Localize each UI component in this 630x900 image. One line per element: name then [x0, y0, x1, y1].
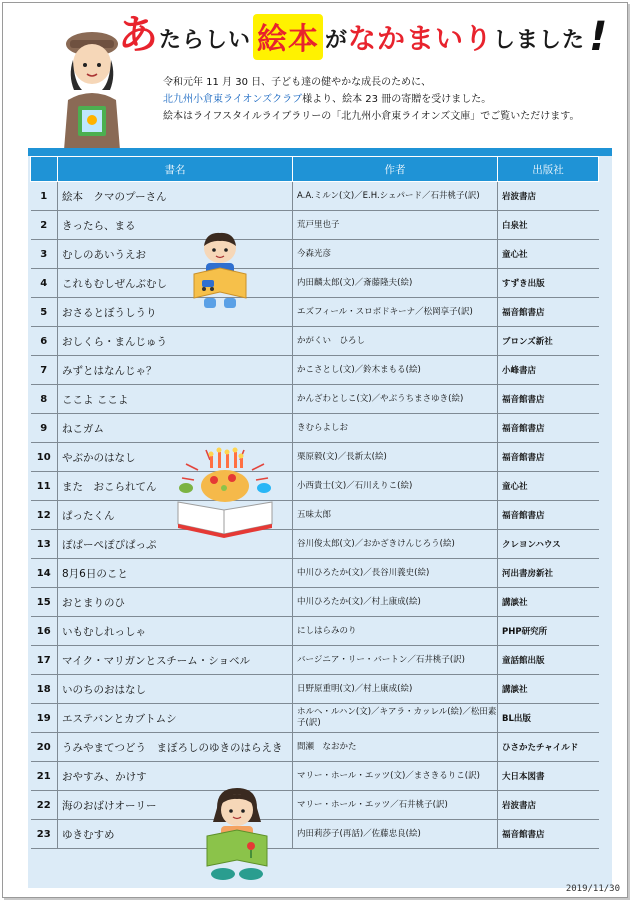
row-number: 18 — [31, 675, 58, 704]
row-number: 13 — [31, 530, 58, 559]
book-title: マイク・マリガンとスチーム・ショベル — [58, 646, 293, 675]
book-title: うみやまてつどう まぼろしのゆきのはらえき — [58, 733, 293, 762]
row-number: 2 — [31, 211, 58, 240]
book-publisher: ブロンズ新社 — [498, 327, 599, 356]
table-row — [31, 762, 599, 791]
book-author: きむらよしお — [293, 414, 498, 443]
table-row — [31, 588, 599, 617]
book-publisher: クレヨンハウス — [498, 530, 599, 559]
book-publisher: 岩波書店 — [498, 182, 599, 211]
book-publisher: 福音館書店 — [498, 385, 599, 414]
book-author: 内田莉莎子(再話)／佐藤忠良(絵) — [293, 820, 498, 849]
book-author: かんざわとしこ(文)／やぶうちまさゆき(絵) — [293, 385, 498, 414]
row-number: 21 — [31, 762, 58, 791]
book-author: マリー・ホール・エッツ／石井桃子(訳) — [293, 791, 498, 820]
table-row — [31, 530, 599, 559]
book-title: これもむしぜんぶむし — [58, 269, 293, 298]
book-title: ゆきむすめ — [58, 820, 293, 849]
book-author: 今森光彦 — [293, 240, 498, 269]
title-part: しました — [493, 28, 586, 53]
book-title: 絵本 クマのプーさん — [58, 182, 293, 211]
book-title: おさるとぼうしうり — [58, 298, 293, 327]
table-row — [31, 298, 599, 327]
book-title: いのちのおはなし — [58, 675, 293, 704]
book-author: 中川ひろたか(文)／長谷川義史(絵) — [293, 559, 498, 588]
table-row — [31, 791, 599, 820]
intro-line: 絵本はライフスタイルライブラリーの「北九州小倉東ライオンズ文庫」でご覧いただけます。 — [163, 111, 580, 122]
table-row — [31, 501, 599, 530]
table-row — [31, 704, 599, 733]
book-author: バージニア・リー・バートン／石井桃子(訳) — [293, 646, 498, 675]
cake-book-illustration — [176, 446, 274, 538]
title-part: あ — [118, 12, 159, 58]
book-title: おとまりのひ — [58, 588, 293, 617]
book-author: かがくい ひろし — [293, 327, 498, 356]
librarian-illustration — [52, 20, 134, 150]
title-part: なかまいり — [348, 22, 494, 55]
table-row — [31, 646, 599, 675]
book-publisher: 福音館書店 — [498, 501, 599, 530]
row-number: 14 — [31, 559, 58, 588]
book-publisher: 童心社 — [498, 472, 599, 501]
book-title: やぶかのはなし — [58, 443, 293, 472]
table-row — [31, 385, 599, 414]
book-title: おやすみ、かけす — [58, 762, 293, 791]
book-publisher: 福音館書店 — [498, 298, 599, 327]
row-number: 20 — [31, 733, 58, 762]
book-publisher: 講談社 — [498, 675, 599, 704]
book-publisher: BL出版 — [498, 704, 599, 733]
book-title: むしのあいうえお — [58, 240, 293, 269]
book-publisher: PHP研究所 — [498, 617, 599, 646]
club-name: 北九州小倉東ライオンズクラブ — [163, 94, 303, 105]
book-publisher: 福音館書店 — [498, 820, 599, 849]
book-author: 間瀬 なおかた — [293, 733, 498, 762]
book-title: また おこられてん — [58, 472, 293, 501]
intro-line — [163, 91, 580, 108]
table-header-row — [31, 157, 599, 182]
book-author: 中川ひろたか(文)／村上康成(絵) — [293, 588, 498, 617]
book-title: きったら、まる — [58, 211, 293, 240]
book-title: ぱったくん — [58, 501, 293, 530]
row-number: 3 — [31, 240, 58, 269]
intro-line: 令和元年 11 月 30 日、子ども達の健やかな成長のために、 — [163, 77, 432, 88]
book-publisher: 童心社 — [498, 240, 599, 269]
book-author: マリー・ホール・エッツ(文)／まさきるりこ(訳) — [293, 762, 498, 791]
row-number: 17 — [31, 646, 58, 675]
title-part: たらしい — [159, 28, 252, 53]
column-header-publisher: 出版社 — [498, 157, 599, 182]
book-publisher: 小峰書店 — [498, 356, 599, 385]
book-author: 日野原重明(文)／村上康成(絵) — [293, 675, 498, 704]
intro-text — [163, 74, 580, 125]
book-author: 荒戸里也子 — [293, 211, 498, 240]
table-row — [31, 559, 599, 588]
book-author: にしはらみのり — [293, 617, 498, 646]
title-part: が — [325, 28, 349, 53]
table-row — [31, 733, 599, 762]
row-number: 16 — [31, 617, 58, 646]
row-number: 23 — [31, 820, 58, 849]
book-author: エズフィール・スロボドキーナ／松岡享子(訳) — [293, 298, 498, 327]
girl-reading-illustration — [203, 786, 271, 882]
row-number: 12 — [31, 501, 58, 530]
table-row — [31, 472, 599, 501]
panel-topbar — [28, 148, 612, 156]
page-title — [118, 10, 608, 60]
row-number: 7 — [31, 356, 58, 385]
book-author: 小西貴士(文)／石川えりこ(絵) — [293, 472, 498, 501]
table-row — [31, 356, 599, 385]
row-number: 22 — [31, 791, 58, 820]
row-number: 1 — [31, 182, 58, 211]
table-row — [31, 327, 599, 356]
row-number: 19 — [31, 704, 58, 733]
book-publisher: 講談社 — [498, 588, 599, 617]
book-author: ホルヘ・ルハン(文)／キアラ・カッレル(絵)／松田素子(訳) — [293, 704, 498, 733]
book-publisher: 大日本図書 — [498, 762, 599, 791]
book-publisher: 岩波書店 — [498, 791, 599, 820]
book-publisher: 白泉社 — [498, 211, 599, 240]
book-author: 谷川俊太郎(文)／おかざきけんじろう(絵) — [293, 530, 498, 559]
book-author: A.A.ミルン(文)／E.H.シェパード／石井桃子(訳) — [293, 182, 498, 211]
table-row — [31, 182, 599, 211]
book-author: 内田麟太郎(文)／斎藤隆夫(絵) — [293, 269, 498, 298]
row-number: 10 — [31, 443, 58, 472]
book-title: みずとはなんじゃ？ — [58, 356, 293, 385]
book-title: ぽぱーぺぽぴぱっぷ — [58, 530, 293, 559]
book-title: 8月6日のこと — [58, 559, 293, 588]
table-row — [31, 240, 599, 269]
title-highlight: 絵本 — [253, 14, 323, 60]
column-header-title: 書名 — [58, 157, 293, 182]
book-publisher: すずき出版 — [498, 269, 599, 298]
row-number: 11 — [31, 472, 58, 501]
table-row — [31, 211, 599, 240]
book-author: かこさとし(文)／鈴木まもる(絵) — [293, 356, 498, 385]
book-publisher: 福音館書店 — [498, 414, 599, 443]
row-number: 4 — [31, 269, 58, 298]
column-header-author: 作者 — [293, 157, 498, 182]
book-title: エステバンとカブトムシ — [58, 704, 293, 733]
book-title: ここよ ここよ — [58, 385, 293, 414]
column-header-no — [31, 157, 58, 182]
table-row — [31, 414, 599, 443]
book-table — [30, 156, 599, 849]
book-title: おしくら・まんじゅう — [58, 327, 293, 356]
book-publisher: 福音館書店 — [498, 443, 599, 472]
book-publisher: ひさかたチャイルド — [498, 733, 599, 762]
row-number: 6 — [31, 327, 58, 356]
book-title: ねこガム — [58, 414, 293, 443]
table-row — [31, 617, 599, 646]
book-title: 海のおばけオーリー — [58, 791, 293, 820]
table-row — [31, 269, 599, 298]
book-author: 栗原毅(文)／長新太(絵) — [293, 443, 498, 472]
book-author: 五味太郎 — [293, 501, 498, 530]
table-row — [31, 443, 599, 472]
boy-reading-illustration — [192, 232, 248, 310]
title-exclamation: ! — [589, 14, 609, 60]
row-number: 5 — [31, 298, 58, 327]
row-number: 9 — [31, 414, 58, 443]
book-publisher: 河出書房新社 — [498, 559, 599, 588]
row-number: 15 — [31, 588, 58, 617]
table-row — [31, 820, 599, 849]
book-title: いもむしれっしゃ — [58, 617, 293, 646]
date-stamp: 2019/11/30 — [565, 884, 620, 894]
table-row — [31, 675, 599, 704]
row-number: 8 — [31, 385, 58, 414]
book-publisher: 童話館出版 — [498, 646, 599, 675]
intro-line-rest: 様より、絵本 23 冊の寄贈を受けました。 — [302, 94, 492, 105]
